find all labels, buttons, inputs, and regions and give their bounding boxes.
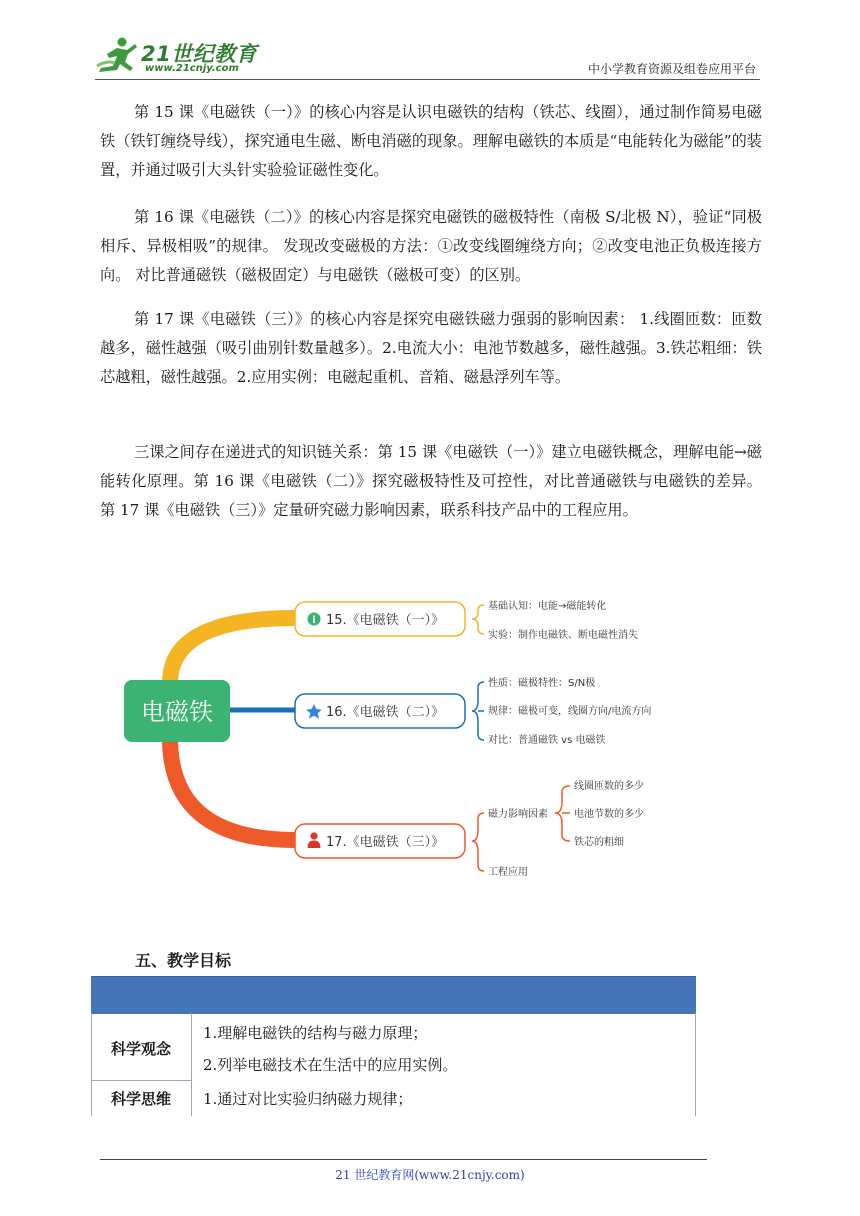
leaf-2-3: 对比：普通磁铁 vs 电磁铁: [488, 735, 606, 746]
branch-label-3: 17.《电磁铁（三）》: [326, 835, 445, 850]
runner-logo-icon: [95, 36, 143, 74]
table-row-divider: [91, 1080, 191, 1081]
sub-leaf-2: 电池节数的多少: [574, 809, 644, 820]
platform-name: 中小学教育资源及组卷应用平台: [587, 62, 756, 76]
leaf-1-2: 实验：制作电磁铁、断电磁性消失: [488, 630, 638, 641]
logo-url: www.21cnjy.com: [145, 63, 239, 74]
branch-label-1: 15.《电磁铁（一）》: [326, 613, 445, 628]
footer-divider: [100, 1159, 707, 1160]
branch-connector-3: [170, 738, 295, 840]
branch-label-2: 16.《电磁铁（二）》: [326, 705, 445, 720]
goal-item: 1.通过对比实验归纳磁力规律；: [203, 1090, 413, 1108]
paragraph-lesson-17: 第 17 课《电磁铁（三）》的核心内容是探究电磁铁磁力强弱的影响因素： 1.线圈匝数：匝数越多，磁性越强（吸引曲别针数量越多）。2.电流大小：电池节数越多，磁性越强。3.铁芯粗细：铁芯越粗，磁性越强。2.应用实例：电磁起重机、音箱、磁悬浮列车等。: [100, 310, 762, 386]
leaf-2-2: 规律：磁极可变，线圈方向/电流方向: [488, 706, 652, 717]
leaf-3-1: 磁力影响因素: [488, 809, 548, 820]
paragraph-lesson-16: 第 16 课《电磁铁（二）》的核心内容是探究电磁铁的磁极特性（南极 S/北极 N），验证“同极相斥、异极相吸”的规律。 发现改变磁极的方法：①改变线圈缠绕方向；②改变电池正负极连接方向。 对比普通磁铁（磁极固定）与电磁铁（磁极可变）的区别。: [100, 208, 762, 284]
leaf-brace-3: [472, 813, 484, 871]
table-border-right: [695, 1013, 696, 1116]
page-header: [95, 30, 760, 80]
table-header-bar: [91, 976, 696, 1014]
sub-leaf-3: 铁芯的粗细: [574, 837, 624, 848]
logo-text: 21世纪教育: [141, 42, 258, 66]
table-column-divider: [191, 1013, 192, 1116]
leaf-2-1: 性质：磁极特性：S/N极: [488, 678, 596, 689]
header-divider: [95, 79, 760, 80]
goal-item: 2.列举电磁技术在生活中的应用实例。: [203, 1056, 458, 1074]
leaf-brace-2: [472, 682, 484, 740]
goal-item: 1.理解电磁铁的结构与磁力原理；: [203, 1024, 428, 1042]
paragraph-lesson-15: 第 15 课《电磁铁（一）》的核心内容是认识电磁铁的结构（铁芯、线圈），通过制作简易电磁铁（铁钉缠绕导线），探究通电生磁、断电消磁的现象。理解电磁铁的本质是“电能转化为磁能”的装置，并通过吸引大头针实验验证磁性变化。: [100, 103, 762, 179]
footer-text: 21 世纪教育网(www.21cnjy.com): [335, 1168, 525, 1182]
paragraph-knowledge-chain: 三课之间存在递进式的知识链关系：第 15 课《电磁铁（一）》建立电磁铁概念，理解电能→磁能转化原理。第 16 课《电磁铁（二）》探究磁极特性及可控性，对比普通磁铁与电磁铁的差异。 第 17 课《电磁铁（三）》定量研究磁力影响因素，联系科技产品中的工程应用。: [100, 443, 762, 519]
goal-label-scientific-concept: 科学观念: [110, 1040, 171, 1058]
sub-leaf-brace: [555, 786, 570, 841]
goal-label-scientific-thinking: 科学思维: [110, 1090, 171, 1108]
root-label: 电磁铁: [141, 698, 213, 726]
svg-text:i: i: [312, 615, 316, 626]
leaf-1-1: 基础认知：电能→磁能转化: [488, 601, 607, 612]
section-title: 五、教学目标: [135, 951, 232, 970]
sub-leaf-1: 线圈匝数的多少: [574, 781, 644, 792]
branch-connector-1: [170, 618, 295, 683]
mind-map: [110, 588, 690, 888]
leaf-brace-1: [472, 605, 484, 634]
leaf-3-2: 工程应用: [488, 867, 528, 878]
teaching-goals-table: [91, 976, 696, 1116]
